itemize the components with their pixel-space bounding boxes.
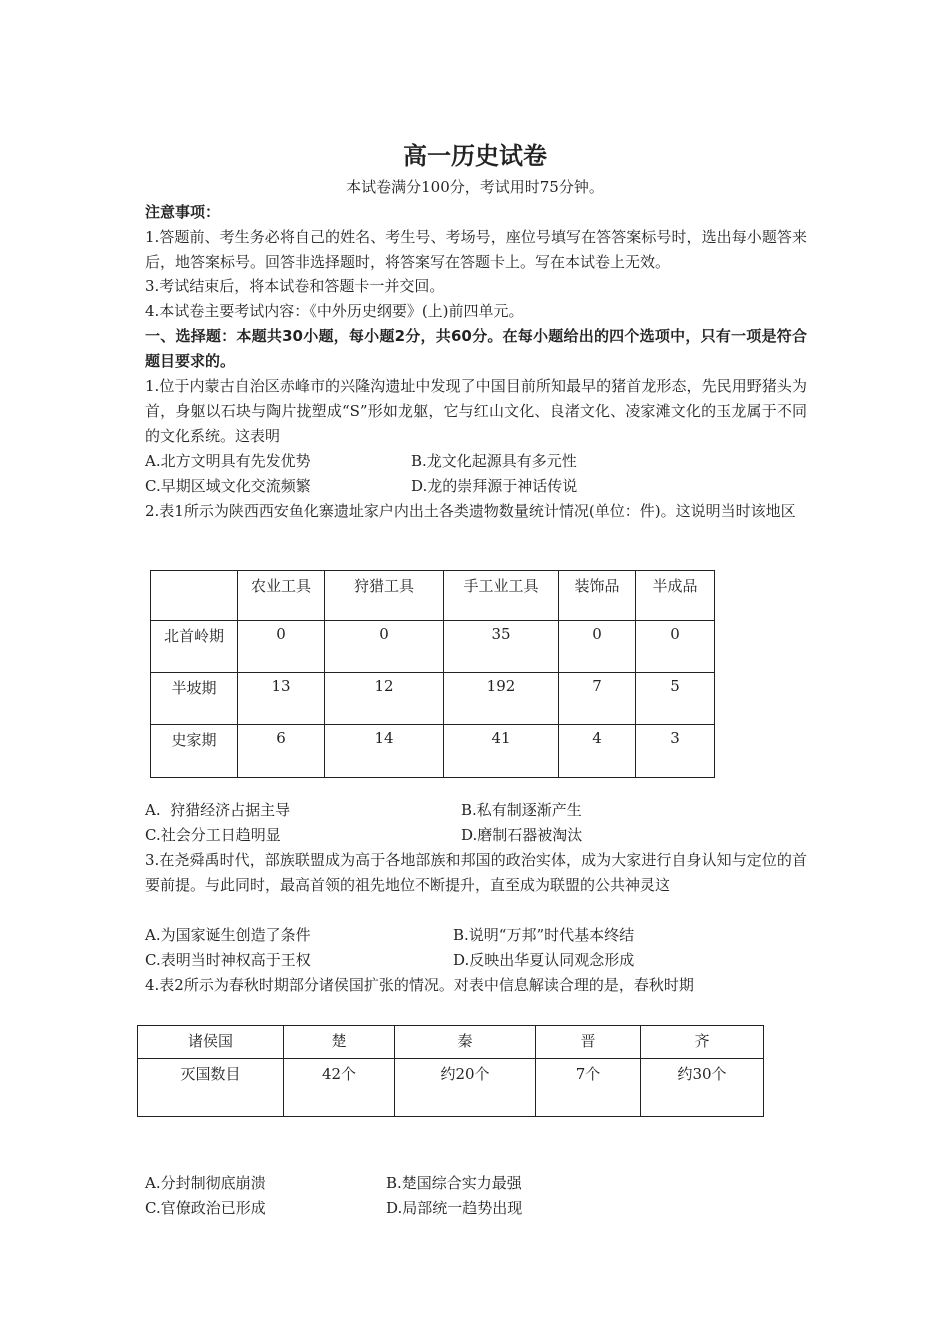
table-cell: 3: [636, 725, 715, 778]
q3-option-b[interactable]: B.说明“万邦”时代基本终结: [453, 926, 635, 944]
notice-item-4: 4.本试卷主要考试内容：《中外历史纲要》(上)前四单元。: [145, 302, 524, 320]
table-header: 半成品: [636, 571, 715, 621]
q3-option-a[interactable]: A.为国家诞生创造了条件: [145, 926, 311, 944]
table-cell: 192: [444, 673, 559, 725]
table-header: 晋: [536, 1026, 641, 1059]
subtitle: 本试卷满分100分，考试用时75分钟。: [346, 178, 604, 196]
q4-option-a[interactable]: A.分封制彻底崩溃: [145, 1174, 266, 1192]
q4-stem: 4.表2所示为春秋时期部分诸侯国扩张的情况。对表中信息解读合理的是，春秋时期: [145, 976, 694, 994]
table-2: [137, 1025, 764, 1117]
q2-option-c[interactable]: C.社会分工日趋明显: [145, 826, 281, 844]
table-row: [151, 621, 715, 673]
table-cell: 史家期: [151, 725, 238, 778]
q3-stem: 3.在尧舜禹时代，部族联盟成为高于各地部族和邦国的政治实体，成为大家进行自身认知与定位的首要前提。与此同时，最高首领的祖先地位不断提升，直至成为联盟的公共神灵这: [145, 851, 807, 894]
q2-option-a[interactable]: A. 狩猎经济占据主导: [145, 801, 291, 819]
table-cell: 0: [636, 621, 715, 673]
table-header: 诸侯国: [138, 1026, 284, 1059]
table-cell: 42个: [284, 1059, 395, 1117]
table-cell: 41: [444, 725, 559, 778]
notice-item-1: 1.答题前、考生务必将自己的姓名、考生号、考场号，座位号填写在答答案标号时，选出每小题答来后，地答案标号。回答非选择题时，将答案写在答题卡上。写在本试卷上无效。: [145, 228, 807, 271]
table-cell: 灭国数目: [138, 1059, 284, 1117]
table-header: 秦: [395, 1026, 536, 1059]
q2-stem: 2.表1所示为陕西西安鱼化寨遗址家户内出土各类遗物数量统计情况(单位：件)。这说明当时该地区: [145, 502, 796, 520]
table-cell: 35: [444, 621, 559, 673]
table-header: 楚: [284, 1026, 395, 1059]
table-cell: 北首岭期: [151, 621, 238, 673]
table-row: [151, 725, 715, 778]
table-cell: 4: [559, 725, 636, 778]
table-header: 狩猎工具: [325, 571, 444, 621]
table-row: [138, 1059, 764, 1117]
q4-option-b[interactable]: B.楚国综合实力最强: [386, 1174, 522, 1192]
page-title: 高一历史试卷: [403, 142, 547, 170]
table-row: [151, 673, 715, 725]
table-cell: 13: [238, 673, 325, 725]
table-header: 装饰品: [559, 571, 636, 621]
table-cell: 0: [238, 621, 325, 673]
table-cell: 14: [325, 725, 444, 778]
q2-option-b[interactable]: B.私有制逐渐产生: [461, 801, 582, 819]
table-cell: 半坡期: [151, 673, 238, 725]
table-header: 手工业工具: [444, 571, 559, 621]
table-header: 农业工具: [238, 571, 325, 621]
table-cell: 0: [559, 621, 636, 673]
table-cell: 7: [559, 673, 636, 725]
q1-option-b[interactable]: B.龙文化起源具有多元性: [411, 452, 577, 470]
notice-heading: 注意事项：: [145, 203, 221, 221]
q2-option-d[interactable]: D.磨制石器被淘汰: [461, 826, 583, 844]
table-cell: 7个: [536, 1059, 641, 1117]
q1-option-a[interactable]: A.北方文明具有先发优势: [145, 452, 311, 470]
notice-item-3: 3.考试结束后，将本试卷和答题卡一并交回。: [145, 277, 445, 295]
table-cell: 5: [636, 673, 715, 725]
table-cell: 约30个: [641, 1059, 764, 1117]
q1-option-c[interactable]: C.早期区域文化交流频繁: [145, 477, 311, 495]
q3-option-d[interactable]: D.反映出华夏认同观念形成: [453, 951, 635, 969]
table-1: [150, 570, 715, 778]
q3-option-c[interactable]: C.表明当时神权高于王权: [145, 951, 311, 969]
table-cell: 12: [325, 673, 444, 725]
section-heading: 一、选择题：本题共30小题，每小题2分，共60分。在每小题给出的四个选项中，只有一项是符合题目要求的。: [145, 327, 807, 370]
q1-option-d[interactable]: D.龙的崇拜源于神话传说: [411, 477, 578, 495]
table-header: [151, 571, 238, 621]
table-cell: 6: [238, 725, 325, 778]
q4-option-d[interactable]: D.局部统一趋势出现: [386, 1199, 523, 1217]
table-cell: 约20个: [395, 1059, 536, 1117]
q1-stem: 1.位于内蒙古自治区赤峰市的兴隆沟遗址中发现了中国目前所知最早的猪首龙形态，先民用野猪头为首，身躯以石块与陶片拢塑成“S”形如龙躯，它与红山文化、良渚文化、凌家滩文化的玉龙属于不同的文化系统。这表明: [145, 377, 807, 445]
table-cell: 0: [325, 621, 444, 673]
q4-option-c[interactable]: C.官僚政治已形成: [145, 1199, 266, 1217]
table-header: 齐: [641, 1026, 764, 1059]
